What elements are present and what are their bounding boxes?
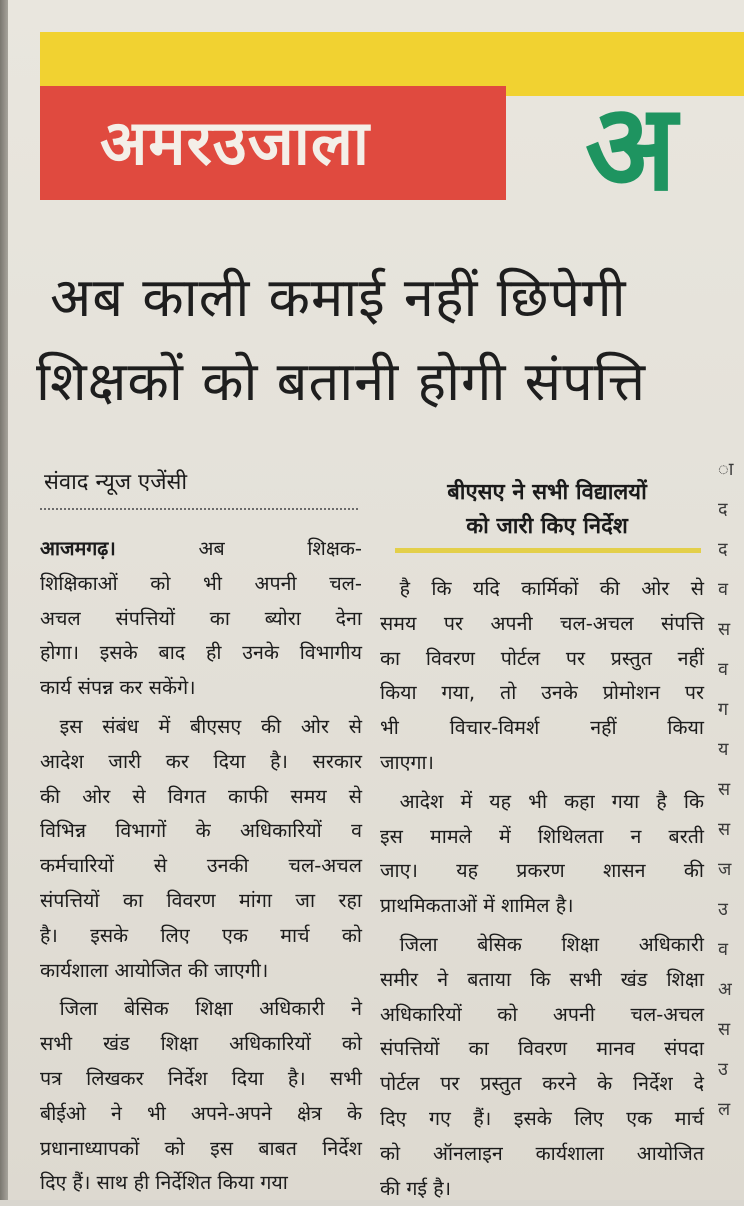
article-line: आदेश जारी कर दिया है। सरकार — [40, 749, 362, 773]
edge-fragment: द — [718, 499, 728, 520]
article-line: पोर्टल पर प्रस्तुत करने के निर्देश दे — [380, 1072, 704, 1096]
edge-fragment: स — [718, 779, 731, 800]
article-line: संपत्तियों का विवरण मांगा जा रहा — [40, 888, 362, 912]
article-line: दिए गए हैं। इसके लिए एक मार्च — [380, 1106, 704, 1130]
article-line: कर्मचारियों से उनकी चल-अचल — [40, 854, 362, 878]
headline-line-2: शिक्षकों को बतानी होगी संपत्ति — [36, 350, 647, 413]
edge-fragment: स — [718, 619, 731, 640]
subheading-line-2: को जारी किए निर्देश — [466, 514, 628, 539]
edge-fragment: व — [718, 939, 729, 960]
article-line: है कि यदि कार्मिकों की ओर से — [380, 577, 704, 600]
article-line: किया गया, तो उनके प्रोमोशन पर — [380, 681, 704, 705]
article-line: कार्यशाला आयोजित की जाएगी। — [40, 958, 269, 982]
article-line: होगा। इसके बाद ही उनके विभागीय — [40, 641, 362, 665]
article-line: समीर ने बताया कि सभी खंड शिक्षा — [380, 967, 704, 991]
edge-fragment: ज — [718, 859, 732, 880]
edge-fragment: व — [718, 659, 729, 680]
masthead-logo: अमरउजाला — [100, 106, 370, 179]
article-line: आजमगढ़। अब शिक्षक- — [40, 537, 362, 560]
article-line: प्राथमिकताओं में शामिल है। — [380, 894, 574, 918]
article-paragraph — [40, 710, 362, 988]
subheading-underline — [395, 548, 701, 553]
edge-fragment: स — [718, 819, 731, 840]
article-line: है। इसके लिए एक मार्च को — [40, 923, 362, 947]
article-line: अधिकारियों को अपनी चल-अचल — [380, 1002, 704, 1026]
article-line: दिए हैं। साथ ही निर्देशित किया गया — [40, 1171, 288, 1195]
article-right-column — [380, 572, 704, 1206]
edge-fragment: ल — [718, 1099, 731, 1120]
dateline: आजमगढ़। — [40, 537, 116, 560]
article-line: कार्य संपन्न कर सकेंगे। — [40, 676, 196, 700]
edge-fragment: व — [718, 579, 729, 600]
article-line: भी विचार-विमर्श नहीं किया — [380, 716, 704, 740]
headline-line-1: अब काली कमाई नहीं छिपेगी — [50, 266, 627, 329]
masthead-logo-fragment: अ — [585, 78, 677, 218]
byline-divider — [40, 508, 358, 510]
article-line: बीईओ ने भी अपने-अपने क्षेत्र के — [40, 1101, 362, 1125]
article-line: इस मामले में शिथिलता न बरती — [380, 824, 704, 848]
subheading-line-1: बीएसए ने सभी विद्यालयों — [447, 480, 647, 505]
edge-fragment: द — [718, 539, 728, 560]
adjacent-column-fragment — [718, 450, 744, 1200]
article-line: इस संबंध में बीएसए की ओर से — [40, 714, 362, 738]
article-paragraph — [380, 572, 704, 781]
article-line: की ओर से विगत काफी समय से — [40, 784, 362, 808]
article-line: का विवरण पोर्टल पर प्रस्तुत नहीं — [380, 646, 704, 670]
article-line: जाएगा। — [380, 750, 434, 774]
article-line: जाए। यह प्रकरण शासन की — [380, 859, 704, 883]
article-line: शिक्षिकाओं को भी अपनी चल- — [40, 571, 362, 595]
article-line: जिला बेसिक शिक्षा अधिकारी — [380, 932, 704, 956]
article-line: विभिन्न विभागों के अधिकारियों व — [40, 819, 362, 843]
article-line: प्रधानाध्यापकों को इस बाबत निर्देश — [40, 1136, 362, 1160]
edge-fragment: य — [718, 739, 729, 760]
article-line: को ऑनलाइन कार्यशाला आयोजित — [380, 1141, 704, 1165]
article-line: समय पर अपनी चल-अचल संपत्ति — [380, 611, 704, 635]
edge-fragment: ग — [718, 699, 729, 720]
article-paragraph — [40, 992, 362, 1201]
edge-fragment: उ — [718, 899, 728, 920]
article-paragraph — [380, 928, 704, 1206]
article-paragraph — [40, 532, 362, 706]
article-line: सभी खंड शिक्षा अधिकारियों को — [40, 1032, 362, 1056]
article-line: संपत्तियों का विवरण मानव संपदा — [380, 1037, 704, 1061]
edge-fragment: स — [718, 1019, 731, 1040]
article-line: की गई है। — [380, 1176, 452, 1200]
article-left-column — [40, 532, 362, 1201]
edge-fragment: ा — [718, 459, 734, 480]
article-line: आदेश में यह भी कहा गया है कि — [380, 789, 704, 813]
edge-fragment: अ — [718, 979, 732, 1000]
byline: संवाद न्यूज एजेंसी — [44, 470, 188, 495]
article-line: जिला बेसिक शिक्षा अधिकारी ने — [40, 997, 362, 1021]
article-line: पत्र लिखकर निर्देश दिया है। सभी — [40, 1066, 362, 1090]
edge-fragment: उ — [718, 1059, 728, 1080]
article-paragraph — [380, 785, 704, 924]
article-line: अचल संपत्तियों का ब्योरा देना — [40, 606, 362, 630]
